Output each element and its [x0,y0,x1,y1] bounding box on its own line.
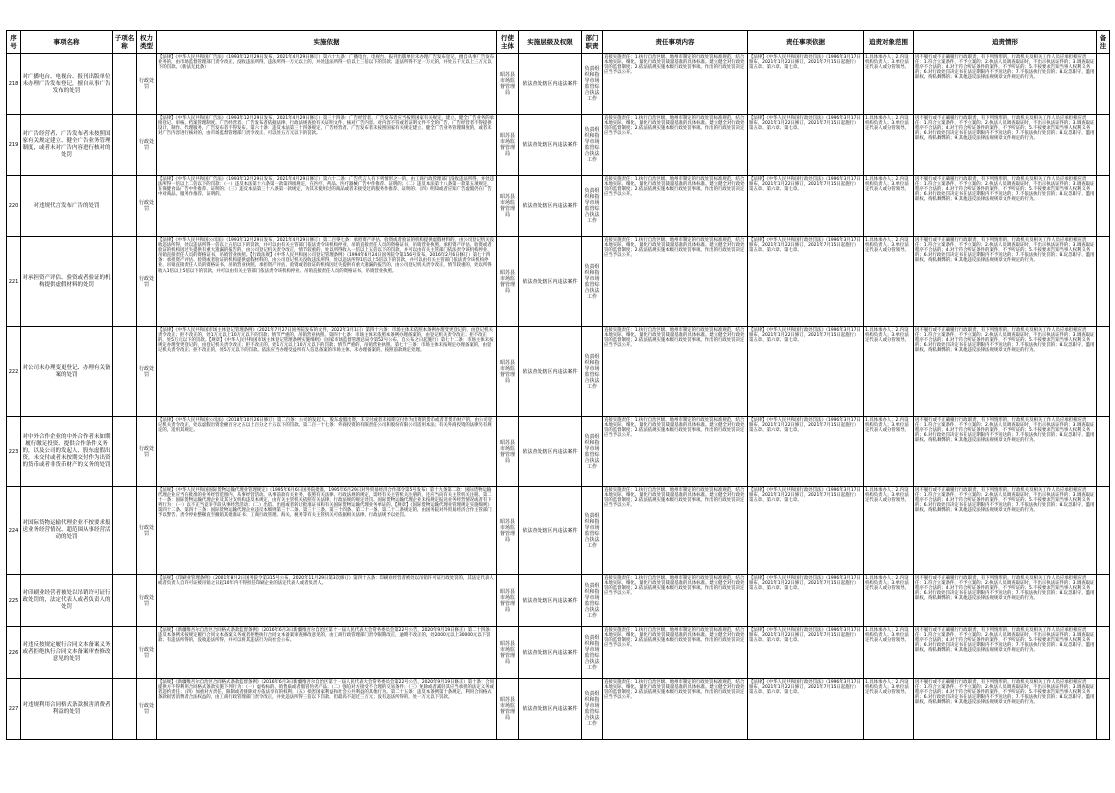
remark-cell [1097,237,1110,327]
item-name-cell: 对公司未办理变更登记、办理有关备案的处罚 [21,327,113,417]
authority-cell: 依法查处辖区内违法案件 [519,575,582,627]
circumstance-cell: 因不履行或不正确履行行政职责，有下列情形的，行政机关及相关工作人员应承担相应责任：1.符合立案条件，不予立案的；2.执法人员调查取证时，不出示执法证件的；3.调查取证程序不合法的；4.对于符合听证条件的案件，不予听证的；5.不按要求告知当事人权利义务的；6.对行政处罚决定书在法定期限内不予送达的；7.不依法执行处罚的；8.玩忽职守、滥用职权、徇私舞弊的；9.其他违反法律法规规章文件规定的行为。 [914,627,1097,679]
duty-cell: 直接实施责任：1.执行自治区级、地州市制定的行政处罚标准规范，结合本地实际，细化、量化行政处罚裁量基准的具体标准。建立健全对行政处罚的监督制度；2.依法依规实施本级行政处罚事项。作出的行政处罚决定应当予以公开。 [603,575,748,627]
header-duty: 责任事项内容 [603,31,748,54]
law-cell: 【法律】《中华人民共和国行政处罚法》（1996年3月17日颁布，2021年1月22日修订，2021年7月15日起施行）第五章、第六章、第七章。 [748,237,864,327]
duty-cell: 直接实施责任：1.执行自治区级、地州市制定的行政处罚标准规范，结合本地实际，细化、量化行政处罚裁量基准的具体标准。建立健全对行政处罚的监督制度；2.依法依规实施本级行政处罚事项。作出的行政处罚决定应当予以公开。 [603,327,748,417]
law-cell: 【法律】《中华人民共和国行政处罚法》（1996年3月17日颁布，2021年1月22日修订，2021年7月15日起施行）第五章、第六章、第七章。 [748,327,864,417]
duty-cell: 直接实施责任：1.执行自治区级、地州市制定的行政处罚标准规范，结合本地实际，细化、量化行政处罚裁量基准的具体标准。建立健全对行政处罚的监督制度；2.依法依规实施本级行政处罚事项。作出的行政处罚决定应当予以公开。 [603,115,748,176]
remark-cell [1097,627,1110,679]
basis-cell: 【法律】《中华人民共和国公司法》（2018年10月26日修订）第二百条：公司的发起人、股东虚假出资，未交付或者未按期交付作为出资的货币或者非货币财产的，由公司登记机关责令改正，处以虚假出资金额百分之五以上百分之十五以下的罚款。第二百一十七条：外商投资的有限责任公司和股份有限公司适用本法；有关外商投资的法律另有规定的，适用其规定。 [157,417,497,487]
duty-cell: 直接实施责任：1.执行自治区级、地州市制定的行政处罚标准规范，结合本地实际，细化、量化行政处罚裁量基准的具体标准。建立健全对行政处罚的监督制度；2.依法依规实施本级行政处罚事项。作出的行政处罚决定应当予以公开。 [603,237,748,327]
subject-cell: 昭苏县市场监督管理局 [497,575,519,627]
table-row [7,627,1110,679]
seq-cell: 218 [7,54,21,115]
circumstance-cell: 因不履行或不正确履行行政职责，有下列情形的，行政机关及相关工作人员应承担相应责任：1.符合立案条件，不予立案的；2.执法人员调查取证时，不出示执法证件的；3.调查取证程序不合法的；4.对于符合听证条件的案件，不予听证的；5.不按要求告知当事人权利义务的；6.对行政处罚决定书在法定期限内不予送达的；7.不依法执行处罚的；8.玩忽职守、滥用职权、徇私舞弊的；9.其他违反法律法规规章文件规定的行为。 [914,487,1097,575]
item-name-cell: 对中外合作企业的中外合作者未如期履行缴足投资、提供合作条件义务的，以及公司的发起人、股东虚假出资，未交付或者未按期交付作为出资的货币或者非货币财产的义务的处罚 [21,417,113,487]
item-name-cell: 对违规利用合同格式条款损害消费者利益的处罚 [21,679,113,740]
circumstance-cell: 因不履行或不正确履行行政职责，有下列情形的，行政机关及相关工作人员应承担相应责任：1.符合立案条件，不予立案的；2.执法人员调查取证时，不出示执法证件的；3.调查取证程序不合法的；4.对于符合听证条件的案件，不予听证的；5.不按要求告知当事人权利义务的；6.对行政处罚决定书在法定期限内不予送达的；7.不依法执行处罚的；8.玩忽职守、滥用职权、徇私舞弊的；9.其他违反法律法规规章文件规定的行为。 [914,115,1097,176]
type-cell: 行政处罚 [137,237,157,327]
table-row [7,679,1110,740]
dept-cell: 负责组织和指导市场监管综合执法工作 [582,575,603,627]
subitem-cell [113,679,137,740]
header-circ: 追责情形 [914,31,1097,54]
scope-cell: 1.具体承办人；2.内设机构负责人；3.单位法定代表人或分管领导。 [864,54,914,115]
type-cell: 行政处罚 [137,115,157,176]
scope-cell: 1.具体承办人；2.内设机构负责人；3.单位法定代表人或分管领导。 [864,679,914,740]
table-row [7,54,1110,115]
header-remark: 备注 [1097,31,1110,54]
header-row [7,31,1110,54]
seq-cell: 222 [7,327,21,417]
subject-cell: 昭苏县市场监督管理局 [497,487,519,575]
header-type: 权力类型 [137,31,157,54]
scope-cell: 1.具体承办人；2.内设机构负责人；3.单位法定代表人或分管领导。 [864,327,914,417]
header-basis: 实施依据 [157,31,497,54]
circumstance-cell: 因不履行或不正确履行行政职责，有下列情形的，行政机关及相关工作人员应承担相应责任：1.符合立案条件，不予立案的；2.执法人员调查取证时，不出示执法证件的；3.调查取证程序不合法的；4.对于符合听证条件的案件，不予听证的；5.不按要求告知当事人权利义务的；6.对行政处罚决定书在法定期限内不予送达的；7.不依法执行处罚的；8.玩忽职守、滥用职权、徇私舞弊的；9.其他违反法律法规规章文件规定的行为。 [914,417,1097,487]
item-name-cell: 对承担资产评估、验资或者验证的机构提供虚假材料的处罚 [21,237,113,327]
document-sheet [6,30,1109,791]
header-subject: 行使主体 [497,31,519,54]
subitem-cell [113,237,137,327]
authority-cell: 依法查处辖区内违法案件 [519,679,582,740]
circumstance-cell: 因不履行或不正确履行行政职责，有下列情形的，行政机关及相关工作人员应承担相应责任：1.符合立案条件，不予立案的；2.执法人员调查取证时，不出示执法证件的；3.调查取证程序不合法的；4.对于符合听证条件的案件，不予听证的；5.不按要求告知当事人权利义务的；6.对行政处罚决定书在法定期限内不予送达的；7.不依法执行处罚的；8.玩忽职守、滥用职权、徇私舞弊的；9.其他违反法律法规规章文件规定的行为。 [914,679,1097,740]
remark-cell [1097,115,1110,176]
header-subitem: 子项名称 [113,31,137,54]
law-cell: 【法律】《中华人民共和国行政处罚法》（1996年3月17日颁布，2021年1月22日修订，2021年7月15日起施行）第五章、第六章、第七章。 [748,487,864,575]
subitem-cell [113,54,137,115]
seq-cell: 227 [7,679,21,740]
item-name-cell: 对广播电台、电视台、报刊出版单位未办理广告发布登记，擅自从事广告发布的处罚 [21,54,113,115]
dept-cell: 负责组织和指导市场监管综合执法工作 [582,487,603,575]
type-cell: 行政处罚 [137,487,157,575]
item-name-cell: 对违规代言发布广告的处罚 [21,176,113,237]
scope-cell: 1.具体承办人；2.内设机构负责人；3.单位法定代表人或分管领导。 [864,417,914,487]
dept-cell: 负责组织和指导市场监管综合执法工作 [582,679,603,740]
basis-cell: 【法律】《中华人民共和国广告法》（1993年12月29日发布，2021年4月29日修订）第六十九条：广播电台、电视台、报刊出版单位未办理广告发布登记，擅自从事广告发布业务的，由市场监督管理部门责令改正，没收违法所得，违法所得一万元以上的，并处违法所得一倍以上三倍以下的罚款；违法所得不足一万元的，并处五千元以上三万元以下的罚款。（新法无此条） [157,54,497,115]
type-cell: 行政处罚 [137,575,157,627]
basis-cell: 【法律】《中华人民共和国广告法》（1993年12月29日发布，2021年4月29日修订）第三十四条：广告经营者、广告发布者应当按照国家有关规定，建立、健全广告业务的承接登记、审核、档案管理制度。广告经营者、广告发布者依据法律、行政法规查验有关证明文件，核对广告内容。对内容不符或者证明文件不全的广告，广告经营者不得提供设计、制作、代理服务，广告发布者不得发布。第六十条：违反本法第三十四条规定，广告经营者、广告发布者未按照国家有关规定建立、健全广告业务管理制度的，或者未对广告内容进行核对的，由市场监督管理部门责令改正，可以处五万元以下的罚款。 [157,115,497,176]
dept-cell: 负责组织和指导市场监管综合执法工作 [582,327,603,417]
subitem-cell [113,115,137,176]
subject-cell: 昭苏县市场监督管理局 [497,115,519,176]
type-cell: 行政处罚 [137,627,157,679]
type-cell: 行政处罚 [137,54,157,115]
authority-cell: 依法查处辖区内违法案件 [519,237,582,327]
remark-cell [1097,575,1110,627]
seq-cell: 223 [7,417,21,487]
table-row [7,176,1110,237]
subitem-cell [113,487,137,575]
remark-cell [1097,417,1110,487]
dept-cell: 负责组织和指导市场监管综合执法工作 [582,417,603,487]
type-cell: 行政处罚 [137,679,157,740]
law-cell: 【法律】《中华人民共和国行政处罚法》（1996年3月17日颁布，2021年1月22日修订，2021年7月15日起施行）第五章、第六章、第七章。 [748,627,864,679]
law-cell: 【法律】《中华人民共和国行政处罚法》（1996年3月17日颁布，2021年1月22日修订，2021年7月15日起施行）第五章、第六章、第七章。 [748,176,864,237]
basis-cell: 【法规】《中华人民共和国国际货物运输代理业管理规定》（1995年6月6日国务院批准，1995年6月29日对外贸易经济合作部令第5号发布）第十九条第二款：国际货物运输代理企业应当在批准的业务经营范围内，从事经营活动。从事前款有关业务，依照有关法律、行政法规的规定，需经有关主管机关注册的，还应当向有关主管机关注册。第二十一条：国际货物运输代理企业及其分支机构违反本规定，由有关主管机关依照有关法律、行政法规的规定处罚。国际货物运输代理企业未按规定报送业务经营情况或者有下列行为：（一）以不正当竞争手段从事经营活动；（二）出借、出租或者转让批准证书和有关国际货物运输代理业务单证的。【规章】《国际货物运输代理业管理规定实施细则》第四十二条、第四十三条：国际货物运输代理企业违反本细则第三十二条、第三十三条、第三十四条、第二十一条、第二十二条规定的，由国务院对外贸易经济合作主管部门予以警告、责令停业整顿直至撤销其批准证书；工商行政管理、海关、税务等有关主管机关可依据相关法律、行政法规予以处罚。 [157,487,497,575]
item-name-cell: 对印刷业经营者被处以吊销许可证行政处罚的，法定代表人或者负责人的处罚 [21,575,113,627]
basis-cell: 【法律】《中华人民共和国广告法》（1993年12月29日发布，2021年4月29日修订）第六十二条：广告代言人有下列情形之一的，由工商行政管理部门没收违法所得，并处违法所得一倍以上二倍以下的罚款：（一）违反本法第十六条第一款第四项规定，在医疗、药品、医疗器械广告中作推荐、证明的；（二）违反本法第十八条第一款第五项规定，在保健食品广告中作推荐、证明的；（三）违反本法第三十八条第一款规定，为其未使用过的商品或者未接受过的服务作推荐、证明的；（四）明知或者应知广告虚假仍在广告中对商品、服务作推荐、证明的。 [157,176,497,237]
subject-cell: 昭苏县市场监督管理局 [497,417,519,487]
subitem-cell [113,627,137,679]
basis-cell: 【法律】《中华人民共和国公司法》（1993年12月29日发布，2021年4月29日修订）第二百零七条：承担资产评估、验资或者验证的机构提供虚假材料的，由公司登记机关没收违法所得，处以违法所得一倍以上五倍以下的罚款，并可以由有关主管部门依法责令该机构停业、吊销直接责任人员的资格证书，吊销营业执照。承担资产评估、验资或者验证的机构因过失提供有重大遗漏的报告的，由公司登记机关责令改正，情节较重的，处以所得收入一倍以上五倍以下的罚款，并可以由有关主管部门依法责令该机构停业、吊销直接责任人员的资格证书，吊销营业执照。【行政法规】《中华人民共和国公司登记管理条例》（1994年6月24日国务院令第156号发布，2016年2月6日修订）第七十四条：承担资产评估、验资或者验证的机构提供虚假材料的，由公司登记机关没收违法所得，处以违法所得1倍以上5倍以下的罚款，并可以由有关主管部门依法责令该机构停业、吊销直接责任人员的资格证书，吊销营业执照。承担资产评估、验资或者验证的机构因过失提供有重大遗漏的报告的，由公司登记机关责令改正，情节较重的，处以所得收入1倍以上5倍以下的罚款，并可以由有关主管部门依法责令该机构停业、吊销直接责任人员的资格证书，吊销营业执照。 [157,237,497,327]
table-row [7,115,1110,176]
law-cell: 【法律】《中华人民共和国行政处罚法》（1996年3月17日颁布，2021年1月22日修订，2021年7月15日起施行）第五章、第六章、第七章。 [748,417,864,487]
subject-cell: 昭苏县市场监督管理局 [497,176,519,237]
dept-cell: 负责组织和指导市场监管综合执法工作 [582,115,603,176]
power-list-table [6,30,1110,740]
subject-cell: 昭苏县市场监督管理局 [497,627,519,679]
subject-cell: 昭苏县市场监督管理局 [497,679,519,740]
authority-cell: 依法查处辖区内违法案件 [519,417,582,487]
law-cell: 【法律】《中华人民共和国行政处罚法》（1996年3月17日颁布，2021年1月22日修订，2021年7月15日起施行）第五章、第六章、第七章。 [748,679,864,740]
law-cell: 【法律】《中华人民共和国行政处罚法》（1996年3月17日颁布，2021年1月22日修订，2021年7月15日起施行）第五章、第六章、第七章。 [748,54,864,115]
item-name-cell: 对广告经营者、广告发布者未按照国家有关规定建立、健全广告业务管理制度，或者未对广告内容进行核对的处罚 [21,115,113,176]
subitem-cell [113,575,137,627]
type-cell: 行政处罚 [137,327,157,417]
remark-cell [1097,176,1110,237]
scope-cell: 1.具体承办人；2.内设机构负责人；3.单位法定代表人或分管领导。 [864,176,914,237]
seq-cell: 220 [7,176,21,237]
authority-cell: 依法查处辖区内违法案件 [519,327,582,417]
duty-cell: 直接实施责任：1.执行自治区级、地州市制定的行政处罚标准规范，结合本地实际，细化、量化行政处罚裁量基准的具体标准。建立健全对行政处罚的监督制度；2.依法依规实施本级行政处罚事项。作出的行政处罚决定应当予以公开。 [603,627,748,679]
dept-cell: 负责组织和指导市场监管综合执法工作 [582,54,603,115]
circumstance-cell: 因不履行或不正确履行行政职责，有下列情形的，行政机关及相关工作人员应承担相应责任：1.符合立案条件，不予立案的；2.执法人员调查取证时，不出示执法证件的；3.调查取证程序不合法的；4.对于符合听证条件的案件，不予听证的；5.不按要求告知当事人权利义务的；6.对行政处罚决定书在法定期限内不予送达的；7.不依法执行处罚的；8.玩忽职守、滥用职权、徇私舞弊的；9.其他违反法律法规规章文件规定的行为。 [914,237,1097,327]
subject-cell: 昭苏县市场监督管理局 [497,54,519,115]
remark-cell [1097,487,1110,575]
seq-cell: 221 [7,237,21,327]
remark-cell [1097,327,1110,417]
subject-cell: 昭苏县市场监督管理局 [497,237,519,327]
seq-cell: 226 [7,627,21,679]
item-name-cell: 对国际货物运输代理企业不按要求报送业务经营情况、超范围从事经营活动的处罚 [21,487,113,575]
authority-cell: 依法查处辖区内违法案件 [519,54,582,115]
dept-cell: 负责组织和指导市场监管综合执法工作 [582,237,603,327]
law-cell: 【法律】《中华人民共和国行政处罚法》（1996年3月17日颁布，2021年1月22日修订，2021年7月15日起施行）第五章、第六章、第七章。 [748,575,864,627]
authority-cell: 依法查处辖区内违法案件 [519,176,582,237]
authority-cell: 依法查处辖区内违法案件 [519,487,582,575]
duty-cell: 直接实施责任：1.执行自治区级、地州市制定的行政处罚标准规范，结合本地实际，细化、量化行政处罚裁量基准的具体标准。建立健全对行政处罚的监督制度；2.依法依规实施本级行政处罚事项。作出的行政处罚决定应当予以公开。 [603,417,748,487]
type-cell: 行政处罚 [137,417,157,487]
basis-cell: 【法规】《新疆维吾尔自治区合同格式条款监督条例》（2016年6月3日新疆维吾尔自治区第十一届人民代表大会常务委员会第22号公告，2020年9月19日修正）第二十四条：违反本条例未按规定履行合同文本备案义务或者拒绝执行合同文本备案审查修改意见的，由工商行政管理部门责令限期改正，逾期不改正的，处2000元以上30000元以下罚款；有违法所得的，没收违法所得，并可以将其违法行为向社会公布。 [157,627,497,679]
table-row [7,417,1110,487]
scope-cell: 1.具体承办人；2.内设机构负责人；3.单位法定代表人或分管领导。 [864,487,914,575]
type-cell: 行政处罚 [137,176,157,237]
remark-cell [1097,54,1110,115]
scope-cell: 1.具体承办人；2.内设机构负责人；3.单位法定代表人或分管领导。 [864,575,914,627]
scope-cell: 1.具体承办人；2.内设机构负责人；3.单位法定代表人或分管领导。 [864,627,914,679]
authority-cell: 依法查处辖区内违法案件 [519,627,582,679]
subitem-cell [113,417,137,487]
header-law: 责任事项依据 [748,31,864,54]
header-name: 事项名称 [21,31,113,54]
circumstance-cell: 因不履行或不正确履行行政职责，有下列情形的，行政机关及相关工作人员应承担相应责任：1.符合立案条件，不予立案的；2.执法人员调查取证时，不出示执法证件的；3.调查取证程序不合法的；4.对于符合听证条件的案件，不予听证的；5.不按要求告知当事人权利义务的；6.对行政处罚决定书在法定期限内不予送达的；7.不依法执行处罚的；8.玩忽职守、滥用职权、徇私舞弊的；9.其他违反法律法规规章文件规定的行为。 [914,575,1097,627]
subitem-cell [113,176,137,237]
scope-cell: 1.具体承办人；2.内设机构负责人；3.单位法定代表人或分管领导。 [864,115,914,176]
circumstance-cell: 因不履行或不正确履行行政职责，有下列情形的，行政机关及相关工作人员应承担相应责任：1.符合立案条件，不予立案的；2.执法人员调查取证时，不出示执法证件的；3.调查取证程序不合法的；4.对于符合听证条件的案件，不予听证的；5.不按要求告知当事人权利义务的；6.对行政处罚决定书在法定期限内不予送达的；7.不依法执行处罚的；8.玩忽职守、滥用职权、徇私舞弊的；9.其他违反法律法规规章文件规定的行为。 [914,176,1097,237]
circumstance-cell: 因不履行或不正确履行行政职责，有下列情形的，行政机关及相关工作人员应承担相应责任：1.符合立案条件，不予立案的；2.执法人员调查取证时，不出示执法证件的；3.调查取证程序不合法的；4.对于符合听证条件的案件，不予听证的；5.不按要求告知当事人权利义务的；6.对行政处罚决定书在法定期限内不予送达的；7.不依法执行处罚的；8.玩忽职守、滥用职权、徇私舞弊的；9.其他违反法律法规规章文件规定的行为。 [914,327,1097,417]
subject-cell: 昭苏县市场监督管理局 [497,327,519,417]
authority-cell: 依法查处辖区内违法案件 [519,115,582,176]
table-row [7,327,1110,417]
duty-cell: 直接实施责任：1.执行自治区级、地州市制定的行政处罚标准规范，结合本地实际，细化、量化行政处罚裁量基准的具体标准。建立健全对行政处罚的监督制度；2.依法依规实施本级行政处罚事项。作出的行政处罚决定应当予以公开。 [603,176,748,237]
header-seq: 序号 [7,31,21,54]
header-dept: 部门职责 [582,31,603,54]
basis-cell: 【法规】《新疆维吾尔自治区合同格式条款监督条例》（2016年6月3日新疆维吾尔自治区第十一届人民代表大会常务委员会第22号公告，2020年9月19日修正）第十条：合同提供方不得利用合同格式条款实施下列行为：（一）虚构标的、销售质或者假冒伪劣产品；（二）强迫对方接受不合理的交易条件；（三）免除或者减轻其应当承担的法定义务或者违约责任；（四）加重对方责任、限制或者排除对方依法享有的权利；（五）损害国家利益和社会公共利益的其他行为。第二十五条：违反本条例第十条规定，利用合同格式条款损害消费者合法权益的，由工商行政管理部门责令改正，并处违法所得三倍以下罚款，但最高不超过三万元；没有违法所得的，处一万元以下罚款。 [157,679,497,740]
circumstance-cell: 因不履行或不正确履行行政职责，有下列情形的，行政机关及相关工作人员应承担相应责任：1.符合立案条件，不予立案的；2.执法人员调查取证时，不出示执法证件的；3.调查取证程序不合法的；4.对于符合听证条件的案件，不予听证的；5.不按要求告知当事人权利义务的；6.对行政处罚决定书在法定期限内不予送达的；7.不依法执行处罚的；8.玩忽职守、滥用职权、徇私舞弊的；9.其他违反法律法规规章文件规定的行为。 [914,54,1097,115]
basis-cell: 【法规】《印刷业管理条例》（2001年8月2日国务院令第315号公布，2020年11月29日第3次修订）第四十五条：印刷业经营者被处以吊销许可证行政处罚的，其法定代表人或者负责人自许可证被吊销之日起10年内不得担任印刷企业的法定代表人或者负责人。 [157,575,497,627]
subitem-cell [113,327,137,417]
dept-cell: 负责组织和指导市场监管综合执法工作 [582,176,603,237]
remark-cell [1097,679,1110,740]
duty-cell: 直接实施责任：1.执行自治区级、地州市制定的行政处罚标准规范，结合本地实际，细化、量化行政处罚裁量基准的具体标准。建立健全对行政处罚的监督制度；2.依法依规实施本级行政处罚事项。作出的行政处罚决定应当予以公开。 [603,679,748,740]
basis-cell: 【法律】《中华人民共和国市场主体登记管理条例》（2021年7月27日国务院发布的文件，2022年3月1日）第四十六条：市场主体未依照本条例办理变更登记的，由登记机关责令改正；拒不改正的，处1万元以上10万元以下的罚款；情节严重的，吊销营业执照。第四十七条：市场主体未依照本条例办理备案的，由登记机关责令改正；拒不改正的，处5万元以下的罚款。【规章】《中华人民共和国市场主体登记管理条例实施细则》（国家市场监督管理总局令第52号公布，自公布之日起施行）第七十二条：市场主体未按规定办理变更登记的，由登记机关责令改正；拒不改正的，处1万元以上10万元以下的罚款；情节严重的，吊销营业执照。第七十三条：市场主体未按规定办理备案的，由登记机关责令改正；拒不改正的，处5万元以下的罚款。依法应当办理受益所有人信息备案的市场主体，未办理备案的，按照前款规定处理。 [157,327,497,417]
item-name-cell: 对违反按规定履行合同文本备案义务或者拒绝执行合同文本备案审查修改意见的处罚 [21,627,113,679]
table-row [7,487,1110,575]
seq-cell: 225 [7,575,21,627]
header-scope: 追责对象范围 [864,31,914,54]
seq-cell: 224 [7,487,21,575]
table-row [7,575,1110,627]
duty-cell: 直接实施责任：1.执行自治区级、地州市制定的行政处罚标准规范，结合本地实际，细化、量化行政处罚裁量基准的具体标准。建立健全对行政处罚的监督制度；2.依法依规实施本级行政处罚事项。作出的行政处罚决定应当予以公开。 [603,54,748,115]
law-cell: 【法律】《中华人民共和国行政处罚法》（1996年3月17日颁布，2021年1月22日修订，2021年7月15日起施行）第五章、第六章、第七章。 [748,115,864,176]
table-row [7,237,1110,327]
dept-cell: 负责组织和指导市场监管综合执法工作 [582,627,603,679]
scope-cell: 1.具体承办人；2.内设机构负责人；3.单位法定代表人或分管领导。 [864,237,914,327]
header-level: 实施层级及权限 [519,31,582,54]
duty-cell: 直接实施责任：1.执行自治区级、地州市制定的行政处罚标准规范，结合本地实际，细化、量化行政处罚裁量基准的具体标准。建立健全对行政处罚的监督制度；2.依法依规实施本级行政处罚事项。作出的行政处罚决定应当予以公开。 [603,487,748,575]
seq-cell: 219 [7,115,21,176]
